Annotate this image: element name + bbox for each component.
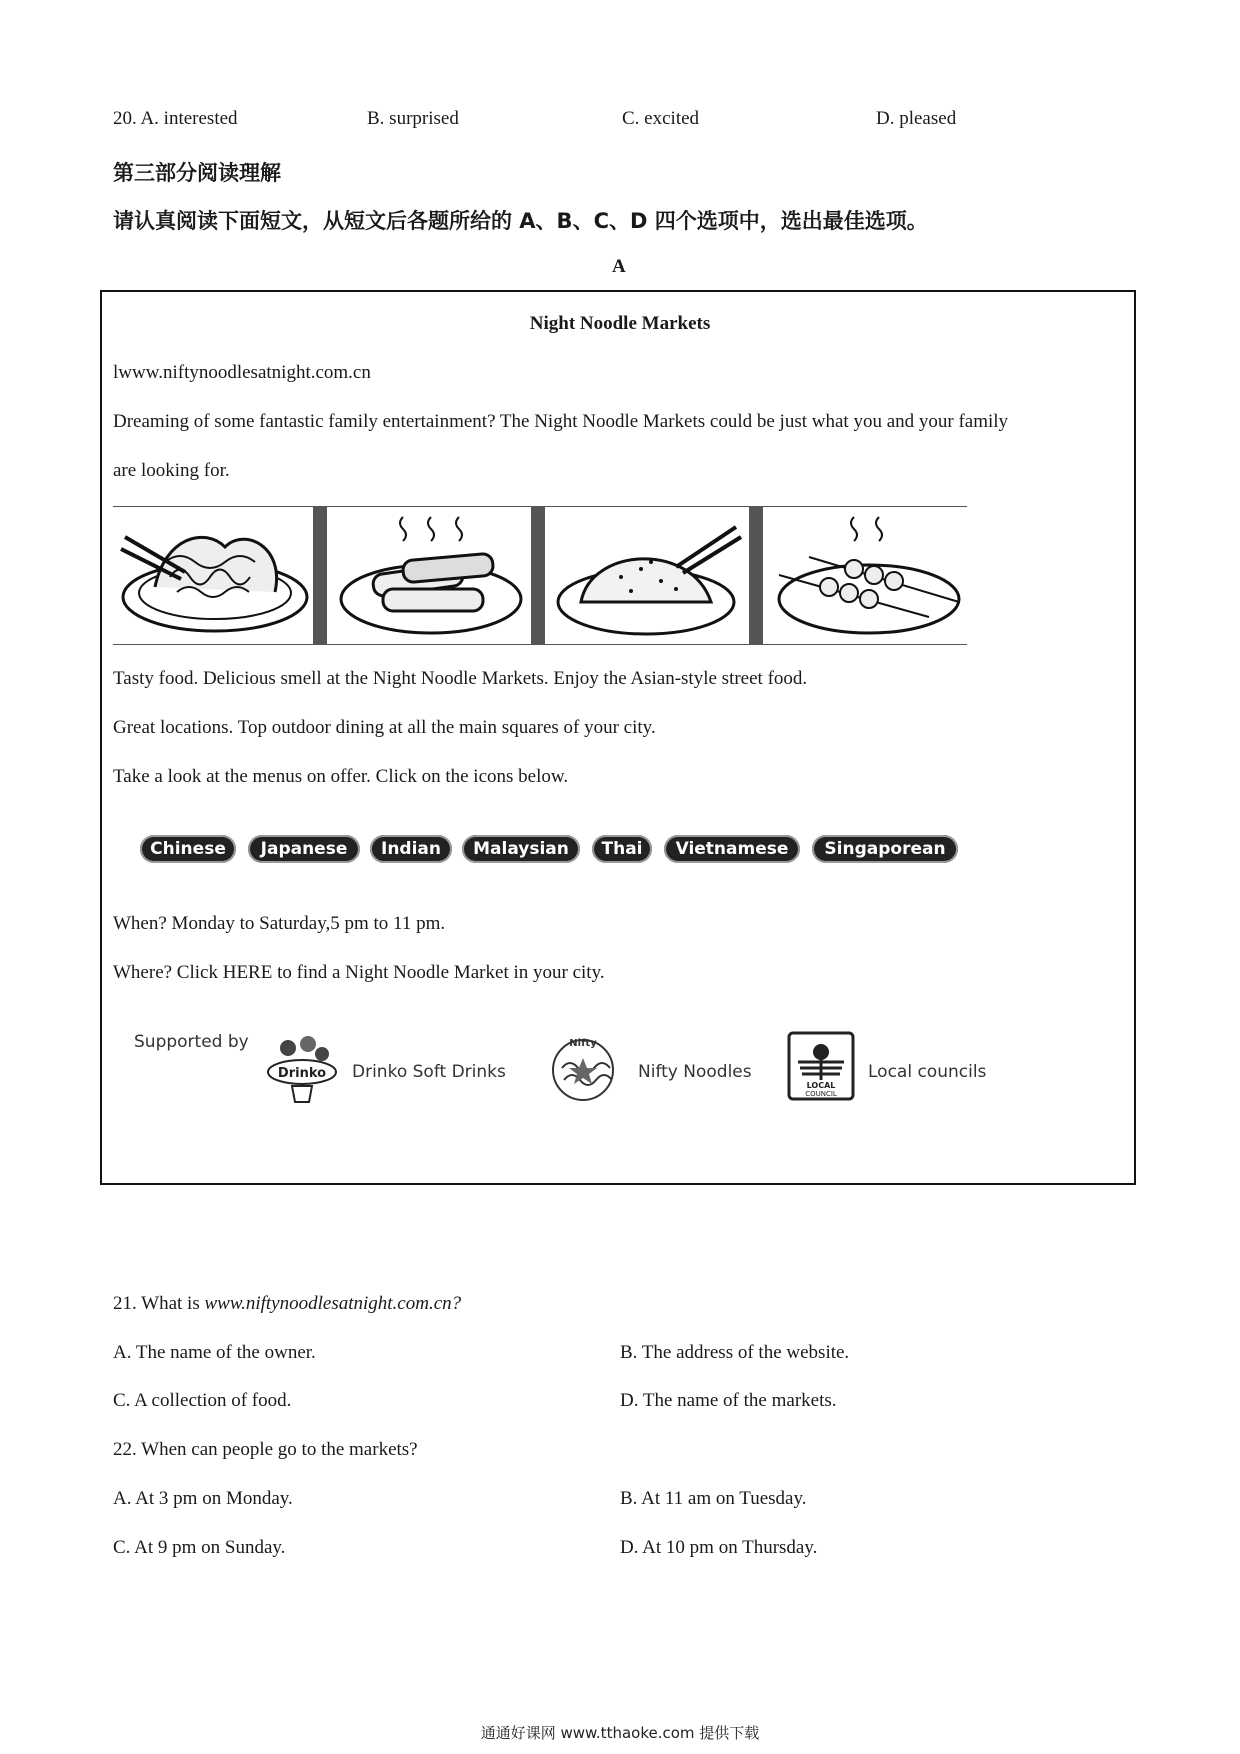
ad-food-line: Tasty food. Delicious smell at the Night Noodle Markets. Enjoy the Asian-style street food.	[113, 668, 808, 689]
q21-option-a: A. The name of the owner.	[113, 1342, 316, 1363]
supported-by-label: Supported by	[134, 1032, 249, 1052]
satay-skewers-illustration	[769, 507, 965, 645]
q21-option-d: D. The name of the markets.	[620, 1390, 837, 1411]
q22-option-a: A. At 3 pm on Monday.	[113, 1488, 293, 1509]
menu-chinese-button[interactable]: Chinese	[140, 835, 236, 863]
q21-option-b: B. The address of the website.	[620, 1342, 850, 1363]
menu-vietnamese-button[interactable]: Vietnamese	[664, 835, 800, 863]
svg-text:Nifty: Nifty	[569, 1038, 597, 1049]
q22-option-b: B. At 11 am on Tuesday.	[620, 1488, 807, 1509]
strip-divider	[313, 507, 327, 645]
menu-thai-button[interactable]: Thai	[592, 835, 652, 863]
drinko-logo-icon	[264, 1030, 340, 1104]
q20-option-a: 20. A. interested	[113, 108, 238, 129]
q21-stem-prefix: 21. What is	[113, 1293, 205, 1314]
noodles-illustration	[115, 507, 311, 645]
menu-japanese-button[interactable]: Japanese	[248, 835, 360, 863]
sponsor-drinko: Drinko Soft Drinks	[352, 1062, 506, 1082]
menu-indian-button[interactable]: Indian	[370, 835, 452, 863]
page-footer: 通通好课网 www.tthaoke.com 提供下载	[480, 1724, 760, 1742]
ad-location-line: Great locations. Top outdoor dining at all the main squares of your city.	[113, 717, 656, 738]
svg-text:Drinko: Drinko	[277, 1066, 327, 1081]
strip-divider	[749, 507, 763, 645]
passage-label: A	[612, 256, 626, 277]
strip-divider	[531, 507, 545, 645]
ad-title: Night Noodle Markets	[529, 313, 711, 334]
svg-text:LOCAL: LOCAL	[806, 1081, 836, 1090]
menu-malaysian-button[interactable]: Malaysian	[462, 835, 580, 863]
ad-intro-line-2: are looking for.	[113, 460, 230, 481]
rice-illustration	[551, 507, 747, 645]
menu-singaporean-button[interactable]: Singaporean	[812, 835, 958, 863]
q20-option-d: D. pleased	[876, 108, 957, 129]
ad-url: lwww.niftynoodlesatnight.com.cn	[113, 362, 371, 383]
section-instruction: 请认真阅读下面短文，从短文后各题所给的 A、B、C、D 四个选项中，选出最佳选项。	[113, 209, 928, 233]
q20-option-c: C. excited	[622, 108, 700, 129]
q21-stem	[113, 1293, 461, 1315]
section-title: 第三部分阅读理解	[113, 161, 281, 185]
spring-rolls-illustration	[333, 507, 529, 645]
q22-stem: 22. When can people go to the markets?	[113, 1439, 418, 1460]
svg-text:COUNCIL: COUNCIL	[805, 1090, 837, 1098]
ad-menu-line: Take a look at the menus on offer. Click on the icons below.	[113, 766, 569, 787]
sponsor-local-councils: Local councils	[868, 1062, 987, 1082]
sponsor-nifty-noodles: Nifty Noodles	[638, 1062, 752, 1082]
q22-option-d: D. At 10 pm on Thursday.	[620, 1537, 818, 1558]
q21-option-c: C. A collection of food.	[113, 1390, 292, 1411]
nifty-noodles-logo-icon	[542, 1028, 624, 1104]
q22-option-c: C. At 9 pm on Sunday.	[113, 1537, 286, 1558]
ad-intro-line-1: Dreaming of some fantastic family entertainment? The Night Noodle Markets could be just what you and your family	[113, 411, 1009, 432]
ad-where[interactable]: Where? Click HERE to find a Night Noodle Market in your city.	[113, 962, 605, 983]
local-council-logo-icon	[786, 1030, 856, 1102]
ad-when: When? Monday to Saturday,5 pm to 11 pm.	[113, 913, 446, 934]
q20-option-b: B. surprised	[367, 108, 459, 129]
q21-stem-url: www.niftynoodlesatnight.com.cn?	[204, 1293, 462, 1314]
